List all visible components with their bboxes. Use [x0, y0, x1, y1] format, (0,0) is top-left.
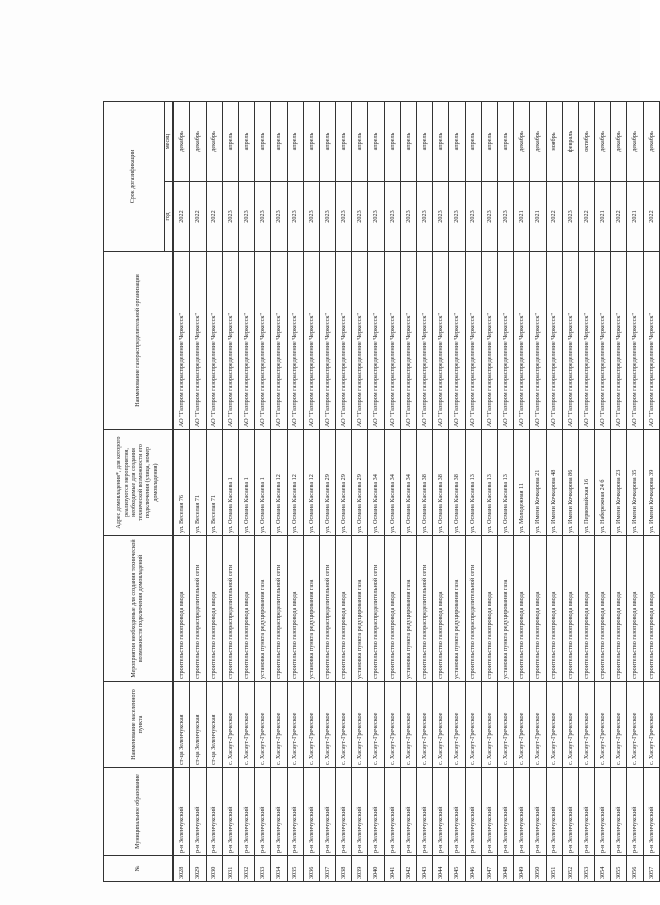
cell-year: 2023 [481, 182, 497, 252]
cell-municipality: р-н Зеленчукский [514, 768, 530, 856]
cell-num: 3039 [352, 856, 368, 882]
cell-municipality: р-н Зеленчукский [303, 768, 319, 856]
cell-organization: АО "Газпром газораспределение Черкесск" [514, 252, 530, 430]
cell-locality: с. Хасаут-Греческое [578, 682, 594, 768]
cell-measure: строительство газопровода ввода [546, 536, 562, 682]
cell-measure: строительство газопровода ввода [206, 536, 222, 682]
cell-year: 2023 [384, 182, 400, 252]
cell-municipality: р-н Зеленчукский [206, 768, 222, 856]
cell-measure: строительство газопровода ввода [336, 536, 352, 682]
cell-municipality: р-н Зеленчукский [465, 768, 481, 856]
cell-measure: строительство газопровода ввода [514, 536, 530, 682]
cell-locality: ст-ца Зеленчукская [190, 682, 206, 768]
cell-measure: строительство газораспределительной сети [417, 536, 433, 682]
table-row [255, 102, 271, 882]
cell-month: апрель [481, 102, 497, 182]
table-row [400, 102, 416, 882]
cell-locality: с. Хасаут-Греческое [352, 682, 368, 768]
cell-measure: строительство газопровода ввода [433, 536, 449, 682]
cell-month: апрель [222, 102, 238, 182]
cell-year: 2023 [562, 182, 578, 252]
cell-month: декабрь [514, 102, 530, 182]
cell-num: 3054 [595, 856, 611, 882]
cell-municipality: р-н Зеленчукский [643, 768, 659, 856]
cell-organization: АО "Газпром газораспределение Черкесск" [255, 252, 271, 430]
cell-year: 2021 [530, 182, 546, 252]
cell-month: апрель [319, 102, 335, 182]
cell-year: 2023 [271, 182, 287, 252]
cell-num: 3052 [562, 856, 578, 882]
cell-locality: с. Хасаут-Греческое [238, 682, 254, 768]
cell-month: декабрь [530, 102, 546, 182]
cell-locality: с. Хасаут-Греческое [255, 682, 271, 768]
cell-num: 3055 [611, 856, 627, 882]
cell-measure: строительство газопровода ввода [643, 536, 659, 682]
cell-year: 2023 [400, 182, 416, 252]
cell-organization: АО "Газпром газораспределение Черкесск" [336, 252, 352, 430]
cell-num: 3041 [384, 856, 400, 882]
cell-num: 3042 [400, 856, 416, 882]
rotated-table-sheet [103, 102, 655, 882]
table-row [611, 102, 627, 882]
cell-locality: с. Хасаут-Греческое [481, 682, 497, 768]
cell-organization: АО "Газпром газораспределение Черкесск" [465, 252, 481, 430]
cell-municipality: р-н Зеленчукский [271, 768, 287, 856]
cell-year: 2023 [368, 182, 384, 252]
cell-year: 2023 [352, 182, 368, 252]
cell-year: 2023 [303, 182, 319, 252]
cell-num: 3049 [514, 856, 530, 882]
table-row [578, 102, 594, 882]
cell-municipality: р-н Зеленчукский [578, 768, 594, 856]
cell-num: 3044 [433, 856, 449, 882]
cell-month: апрель [255, 102, 271, 182]
cell-municipality: р-н Зеленчукский [417, 768, 433, 856]
cell-month: апрель [303, 102, 319, 182]
cell-measure: строительство газораспределительной сети [271, 536, 287, 682]
table-row [514, 102, 530, 882]
cell-municipality: р-н Зеленчукский [595, 768, 611, 856]
cell-month: декабрь [595, 102, 611, 182]
cell-address: ул. Веселая 71 [206, 430, 222, 536]
cell-num: 3045 [449, 856, 465, 882]
cell-locality: с. Хасаут-Греческое [368, 682, 384, 768]
table-row [222, 102, 238, 882]
cell-num: 3053 [578, 856, 594, 882]
cell-locality: с. Хасаут-Греческое [546, 682, 562, 768]
cell-municipality: р-н Зеленчукский [481, 768, 497, 856]
cell-month: апрель [400, 102, 416, 182]
table-row [481, 102, 497, 882]
cell-address: ул. Османа Касаева 34 [368, 430, 384, 536]
cell-num: 3040 [368, 856, 384, 882]
cell-num: 3032 [238, 856, 254, 882]
cell-locality: ст-ца Зеленчукская [206, 682, 222, 768]
table-row [174, 102, 190, 882]
cell-num: 3038 [336, 856, 352, 882]
cell-organization: АО "Газпром газораспределение Черкесск" [174, 252, 190, 430]
header-deadline: Срок догазификации [104, 102, 165, 252]
cell-organization: АО "Газпром газораспределение Черкесск" [578, 252, 594, 430]
cell-num: 3043 [417, 856, 433, 882]
cell-organization: АО "Газпром газораспределение Черкесск" [352, 252, 368, 430]
cell-address: ул. Веселая 76 [174, 430, 190, 536]
cell-locality: с. Хасаут-Греческое [336, 682, 352, 768]
cell-measure: строительство газопровода ввода [627, 536, 643, 682]
cell-locality: с. Хасаут-Греческое [514, 682, 530, 768]
cell-address: ул. Османа Касаева 13 [481, 430, 497, 536]
table-row [546, 102, 562, 882]
cell-address: ул. Османа Касаева 1 [255, 430, 271, 536]
cell-month: апрель [465, 102, 481, 182]
table-row [303, 102, 319, 882]
cell-year: 2022 [206, 182, 222, 252]
cell-measure: строительство газопровода ввода [562, 536, 578, 682]
table-row [384, 102, 400, 882]
cell-organization: АО "Газпром газораспределение Черкесск" [611, 252, 627, 430]
cell-month: декабрь [174, 102, 190, 182]
cell-municipality: р-н Зеленчукский [497, 768, 513, 856]
cell-address: ул. Османа Касаева 38 [417, 430, 433, 536]
cell-address: ул. Османа Касаева 13 [465, 430, 481, 536]
cell-month: ноябрь [546, 102, 562, 182]
cell-num: 3047 [481, 856, 497, 882]
cell-month: декабрь [611, 102, 627, 182]
cell-measure: установка пункта редуцирования газа [449, 536, 465, 682]
cell-address: ул. Османа Касаева 29 [319, 430, 335, 536]
cell-address: ул. Османа Касаева 13 [497, 430, 513, 536]
cell-year: 2023 [319, 182, 335, 252]
cell-municipality: р-н Зеленчукский [287, 768, 303, 856]
cell-organization: АО "Газпром газораспределение Черкесск" [384, 252, 400, 430]
table-body [174, 102, 660, 882]
cell-month: апрель [287, 102, 303, 182]
header-address: Адрес домовладения*, для которого реализуются мероприятия, необходимые для создания технической возможности его подключения (улица, номер домовладения) [104, 430, 173, 536]
table-row [368, 102, 384, 882]
cell-month: декабрь [627, 102, 643, 182]
table-row [238, 102, 254, 882]
cell-municipality: р-н Зеленчукский [255, 768, 271, 856]
cell-address: ул. Османа Касаева 1 [238, 430, 254, 536]
cell-locality: с. Хасаут-Греческое [417, 682, 433, 768]
cell-year: 2022 [546, 182, 562, 252]
cell-municipality: р-н Зеленчукский [319, 768, 335, 856]
cell-year: 2023 [449, 182, 465, 252]
cell-month: апрель [336, 102, 352, 182]
table-row [497, 102, 513, 882]
cell-municipality: р-н Зеленчукский [384, 768, 400, 856]
cell-num: 3036 [303, 856, 319, 882]
cell-measure: установка пункта редуцирования газа [352, 536, 368, 682]
cell-measure: строительство газораспределительной сети [368, 536, 384, 682]
cell-month: апрель [238, 102, 254, 182]
cell-organization: АО "Газпром газораспределение Черкесск" [319, 252, 335, 430]
cell-num: 3034 [271, 856, 287, 882]
cell-measure: строительство газопровода ввода [611, 536, 627, 682]
cell-municipality: р-н Зеленчукский [627, 768, 643, 856]
cell-month: апрель [384, 102, 400, 182]
cell-organization: АО "Газпром газораспределение Черкесск" [627, 252, 643, 430]
table-row [530, 102, 546, 882]
cell-measure: строительство газопровода ввода [578, 536, 594, 682]
cell-month: декабрь [206, 102, 222, 182]
cell-month: апрель [497, 102, 513, 182]
cell-measure: установка пункта редуцирования газа [497, 536, 513, 682]
cell-municipality: р-н Зеленчукский [222, 768, 238, 856]
cell-year: 2022 [643, 182, 659, 252]
cell-locality: с. Хасаут-Греческое [271, 682, 287, 768]
cell-address: ул. Имени Кочкарова 35 [627, 430, 643, 536]
cell-year: 2023 [287, 182, 303, 252]
cell-locality: с. Хасаут-Греческое [595, 682, 611, 768]
cell-measure: строительство газопровода ввода [238, 536, 254, 682]
table-row [562, 102, 578, 882]
cell-address: ул. Османа Касаева 29 [352, 430, 368, 536]
cell-year: 2022 [190, 182, 206, 252]
cell-num: 3051 [546, 856, 562, 882]
cell-num: 3037 [319, 856, 335, 882]
cell-locality: с. Хасаут-Греческое [303, 682, 319, 768]
cell-organization: АО "Газпром газораспределение Черкесск" [287, 252, 303, 430]
cell-measure: установка пункта редуцирования газа [400, 536, 416, 682]
cell-address: ул. Имени Кочкарова 23 [611, 430, 627, 536]
cell-address: ул. Имени Кочкарова 39 [643, 430, 659, 536]
cell-num: 3029 [190, 856, 206, 882]
cell-address: ул. Османа Касаева 38 [449, 430, 465, 536]
cell-organization: АО "Газпром газораспределение Черкесск" [449, 252, 465, 430]
cell-year: 2021 [627, 182, 643, 252]
cell-locality: с. Хасаут-Греческое [384, 682, 400, 768]
cell-locality: с. Хасаут-Греческое [627, 682, 643, 768]
cell-measure: строительство газораспределительной сети [190, 536, 206, 682]
cell-address: ул. Османа Касаева 1 [222, 430, 238, 536]
cell-organization: АО "Газпром газораспределение Черкесск" [497, 252, 513, 430]
cell-municipality: р-н Зеленчукский [449, 768, 465, 856]
cell-num: 3050 [530, 856, 546, 882]
cell-num: 3048 [497, 856, 513, 882]
cell-address: ул. Османа Касаева 34 [400, 430, 416, 536]
cell-municipality: р-н Зеленчукский [238, 768, 254, 856]
cell-locality: с. Хасаут-Греческое [222, 682, 238, 768]
cell-num: 3056 [627, 856, 643, 882]
cell-num: 3057 [643, 856, 659, 882]
cell-address: ул. Османа Касаева 29 [336, 430, 352, 536]
cell-month: декабрь [643, 102, 659, 182]
cell-address: ул. Османа Касаева 34 [384, 430, 400, 536]
cell-year: 2023 [336, 182, 352, 252]
cell-address: ул. Первомайская 16 [578, 430, 594, 536]
cell-locality: с. Хасаут-Греческое [530, 682, 546, 768]
cell-address: ул. Османа Касаева 38 [433, 430, 449, 536]
cell-municipality: р-н Зеленчукский [174, 768, 190, 856]
cell-month: декабрь [190, 102, 206, 182]
cell-organization: АО "Газпром газораспределение Черкесск" [417, 252, 433, 430]
table-row [271, 102, 287, 882]
cell-address: ул. Имени Кочкарова 48 [546, 430, 562, 536]
cell-measure: строительство газораспределительной сети [465, 536, 481, 682]
cell-organization: АО "Газпром газораспределение Черкесск" [222, 252, 238, 430]
header-municipality: Муниципальное образование [104, 768, 173, 856]
cell-address: ул. Османа Касаева 12 [271, 430, 287, 536]
cell-municipality: р-н Зеленчукский [530, 768, 546, 856]
table-row [627, 102, 643, 882]
cell-locality: с. Хасаут-Греческое [400, 682, 416, 768]
cell-organization: АО "Газпром газораспределение Черкесск" [368, 252, 384, 430]
cell-municipality: р-н Зеленчукский [546, 768, 562, 856]
cell-organization: АО "Газпром газораспределение Черкесск" [271, 252, 287, 430]
cell-num: 3033 [255, 856, 271, 882]
cell-organization: АО "Газпром газораспределение Черкесск" [206, 252, 222, 430]
cell-address: ул. Имени Кочкарова 21 [530, 430, 546, 536]
cell-year: 2021 [595, 182, 611, 252]
cell-measure: строительство газопровода ввода [595, 536, 611, 682]
table-row [465, 102, 481, 882]
cell-locality: с. Хасаут-Греческое [643, 682, 659, 768]
cell-year: 2022 [174, 182, 190, 252]
cell-address: ул. Османа Касаева 12 [303, 430, 319, 536]
cell-measure: строительство газораспределительной сети [222, 536, 238, 682]
header-year: год [165, 182, 173, 252]
table-row [449, 102, 465, 882]
gasification-table [103, 101, 660, 882]
cell-locality: с. Хасаут-Греческое [287, 682, 303, 768]
cell-municipality: р-н Зеленчукский [368, 768, 384, 856]
cell-organization: АО "Газпром газораспределение Черкесск" [481, 252, 497, 430]
table-row [433, 102, 449, 882]
cell-year: 2023 [255, 182, 271, 252]
cell-organization: АО "Газпром газораспределение Черкесск" [530, 252, 546, 430]
table-row [352, 102, 368, 882]
cell-month: февраль [562, 102, 578, 182]
cell-year: 2022 [578, 182, 594, 252]
cell-locality: ст-ца Зеленчукская [174, 682, 190, 768]
cell-year: 2023 [238, 182, 254, 252]
cell-organization: АО "Газпром газораспределение Черкесск" [238, 252, 254, 430]
cell-month: октябрь [578, 102, 594, 182]
table-row [336, 102, 352, 882]
cell-measure: строительство газопровода ввода [530, 536, 546, 682]
cell-year: 2023 [433, 182, 449, 252]
header-locality: Наименование населенного пункта [104, 682, 173, 768]
cell-month: апрель [271, 102, 287, 182]
cell-measure: строительство газопровода ввода [174, 536, 190, 682]
cell-locality: с. Хасаут-Греческое [449, 682, 465, 768]
cell-month: апрель [449, 102, 465, 182]
cell-year: 2023 [222, 182, 238, 252]
cell-address: ул. Имени Кочкарова 86 [562, 430, 578, 536]
cell-measure: строительство газопровода ввода [287, 536, 303, 682]
cell-organization: АО "Газпром газораспределение Черкесск" [303, 252, 319, 430]
table-row [319, 102, 335, 882]
cell-address: ул. Набережная 24 б [595, 430, 611, 536]
header-measures: Мероприятия необходимые для создания технической возможности подключения домовладений [104, 536, 173, 682]
table-row [643, 102, 659, 882]
cell-locality: с. Хасаут-Греческое [465, 682, 481, 768]
table-row [417, 102, 433, 882]
header-month: месяц [165, 102, 173, 182]
cell-num: 3028 [174, 856, 190, 882]
cell-organization: АО "Газпром газораспределение Черкесск" [400, 252, 416, 430]
cell-locality: с. Хасаут-Греческое [562, 682, 578, 768]
cell-organization: АО "Газпром газораспределение Черкесск" [433, 252, 449, 430]
cell-address: ул. Османа Касаева 12 [287, 430, 303, 536]
cell-year: 2023 [465, 182, 481, 252]
cell-month: апрель [433, 102, 449, 182]
cell-num: 3046 [465, 856, 481, 882]
cell-num: 3035 [287, 856, 303, 882]
cell-month: апрель [368, 102, 384, 182]
table-row [206, 102, 222, 882]
table-row [595, 102, 611, 882]
header-num: № [104, 856, 173, 882]
cell-measure: установка пункта редуцирования газа [255, 536, 271, 682]
cell-num: 3031 [222, 856, 238, 882]
cell-municipality: р-н Зеленчукский [433, 768, 449, 856]
cell-municipality: р-н Зеленчукский [562, 768, 578, 856]
table-row [190, 102, 206, 882]
cell-municipality: р-н Зеленчукский [611, 768, 627, 856]
cell-num: 3030 [206, 856, 222, 882]
cell-measure: установка пункта редуцирования газа [303, 536, 319, 682]
cell-organization: АО "Газпром газораспределение Черкесск" [546, 252, 562, 430]
cell-year: 2022 [611, 182, 627, 252]
cell-municipality: р-н Зеленчукский [352, 768, 368, 856]
header-organization: Наименование газораспределительной организации [104, 252, 173, 430]
cell-organization: АО "Газпром газораспределение Черкесск" [595, 252, 611, 430]
cell-locality: с. Хасаут-Греческое [497, 682, 513, 768]
cell-municipality: р-н Зеленчукский [400, 768, 416, 856]
cell-locality: с. Хасаут-Греческое [611, 682, 627, 768]
cell-organization: АО "Газпром газораспределение Черкесск" [190, 252, 206, 430]
cell-municipality: р-н Зеленчукский [190, 768, 206, 856]
cell-locality: с. Хасаут-Греческое [319, 682, 335, 768]
cell-locality: с. Хасаут-Греческое [433, 682, 449, 768]
cell-organization: АО "Газпром газораспределение Черкесск" [643, 252, 659, 430]
cell-month: апрель [417, 102, 433, 182]
cell-address: ул. Веселая 71 [190, 430, 206, 536]
cell-municipality: р-н Зеленчукский [336, 768, 352, 856]
cell-organization: АО "Газпром газораспределение Черкесск" [562, 252, 578, 430]
cell-measure: строительство газопровода ввода [481, 536, 497, 682]
cell-month: апрель [352, 102, 368, 182]
cell-year: 2021 [514, 182, 530, 252]
cell-measure: строительство газопровода ввода [384, 536, 400, 682]
cell-measure: строительство газораспределительной сети [319, 536, 335, 682]
cell-address: ул. Молодежная 11 [514, 430, 530, 536]
table-row [287, 102, 303, 882]
cell-year: 2023 [497, 182, 513, 252]
cell-year: 2023 [417, 182, 433, 252]
